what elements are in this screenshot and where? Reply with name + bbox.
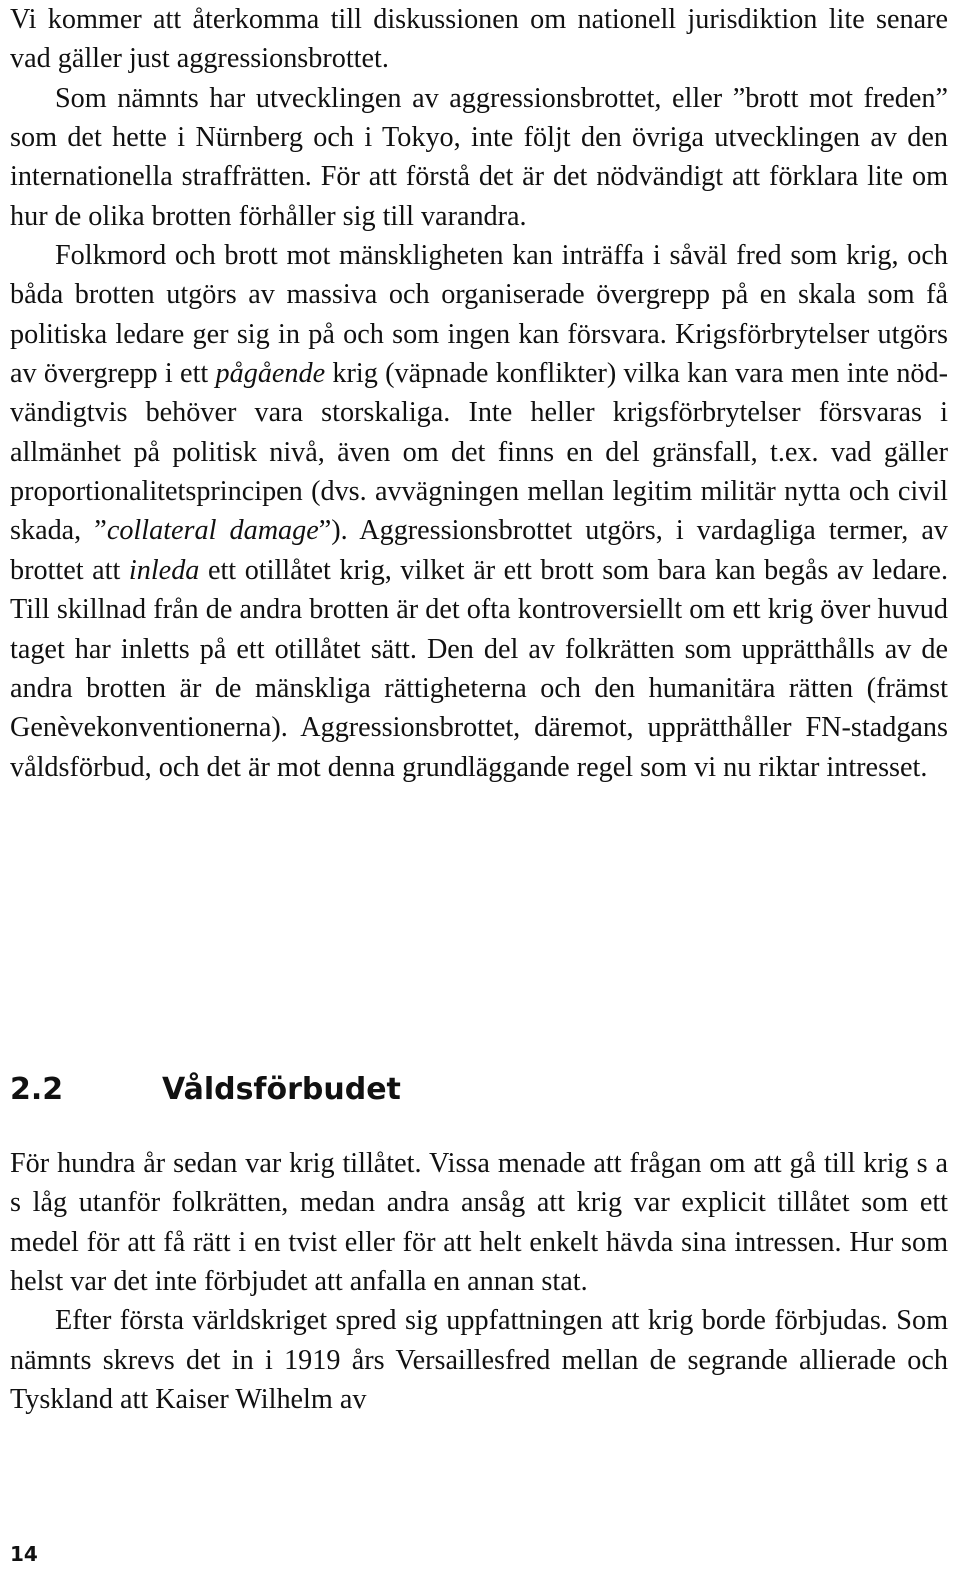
paragraph-text: ”). Aggressionsbrottet utgörs, i vardagliga termer, av brottet att <box>10 515 948 586</box>
emphasis-text: inleda <box>128 554 200 586</box>
section-number: 2.2 <box>10 1072 64 1107</box>
paragraph: Vi kommer att återkomma till diskussionen om nationell jurisdiktion lite senare vad gäller just aggressionsbrottet. <box>10 4 948 75</box>
paragraph-text: krig (väpnade konflikter) vilka kan vara men inte nödvändigtvis behöver vara storskaliga. Inte heller krigsförbrytelser försvaras i allmänhet på politisk nivå, även om det finns en del gränsfall, t.ex. vad gäller proportionalitetsprincipen (dvs. avvägningen mellan legitim militär nytta och civil skada, ” <box>10 358 948 547</box>
emphasis-text: pågående <box>215 358 326 390</box>
paragraph-text: Folkmord och brott mot mänskligheten kan inträffa i såväl fred som krig, och båda brotten utgörs av massiva och organiserade övergrepp på en skala som få politiska ledare ger sig in på och som ingen kan försvara. Krigsförbrytelser utgörs av övergrepp i ett <box>10 240 948 390</box>
section-heading <box>10 1068 401 1112</box>
paragraph: Som nämnts har utvecklingen av aggressionsbrottet, eller ”brott mot freden” som det hette i Nürnberg och i Tokyo, inte följt den övriga utvecklingen av den internationella straffrätten. För att förstå det är det nödvändigt att förklara lite om hur de olika brotten förhåller sig till varandra. <box>10 82 948 232</box>
page-number: 14 <box>10 1542 38 1566</box>
section-body <box>10 0 948 787</box>
paragraph-text: ett otillåtet krig, vilket är ett brott som bara kan begås av ledare. Till skillnad från de andra brotten är det ofta kontroversiellt om ett krig över huvud taget har inletts på ett otillåtet sätt. Den del av folkrätten som upprätthålls av de andra brotten är de mänskliga rättigheterna och den humanitära rätten (främst Genèvekonventionerna). Aggressionsbrottet, däremot, upprätthåller FN-stadgans våldsförbud, och det är mot denna grundläggande regel som vi nu riktar intresset. <box>10 554 948 783</box>
paragraph: Efter första världskriget spred sig uppfattningen att krig borde förbjudas. Som nämnts skrevs det in i 1919 års Versaillesfred mellan de segrande allierade och Tyskland att Kaiser Wilhelm av <box>10 1305 948 1416</box>
section-body <box>10 1144 948 1419</box>
section-title: Våldsförbudet <box>162 1072 401 1107</box>
paragraph <box>10 236 948 787</box>
emphasis-text: collateral damage <box>106 515 319 547</box>
paragraph: För hundra år sedan var krig tillåtet. Vissa menade att frågan om att gå till krig s a s låg utanför folkrätten, medan andra ansåg att krig var explicit tillåtet som ett medel för att få rätt i en tvist eller för att helt enkelt hävda sina intressen. Hur som helst var det inte förbjudet att anfalla en annan stat. <box>10 1148 948 1298</box>
